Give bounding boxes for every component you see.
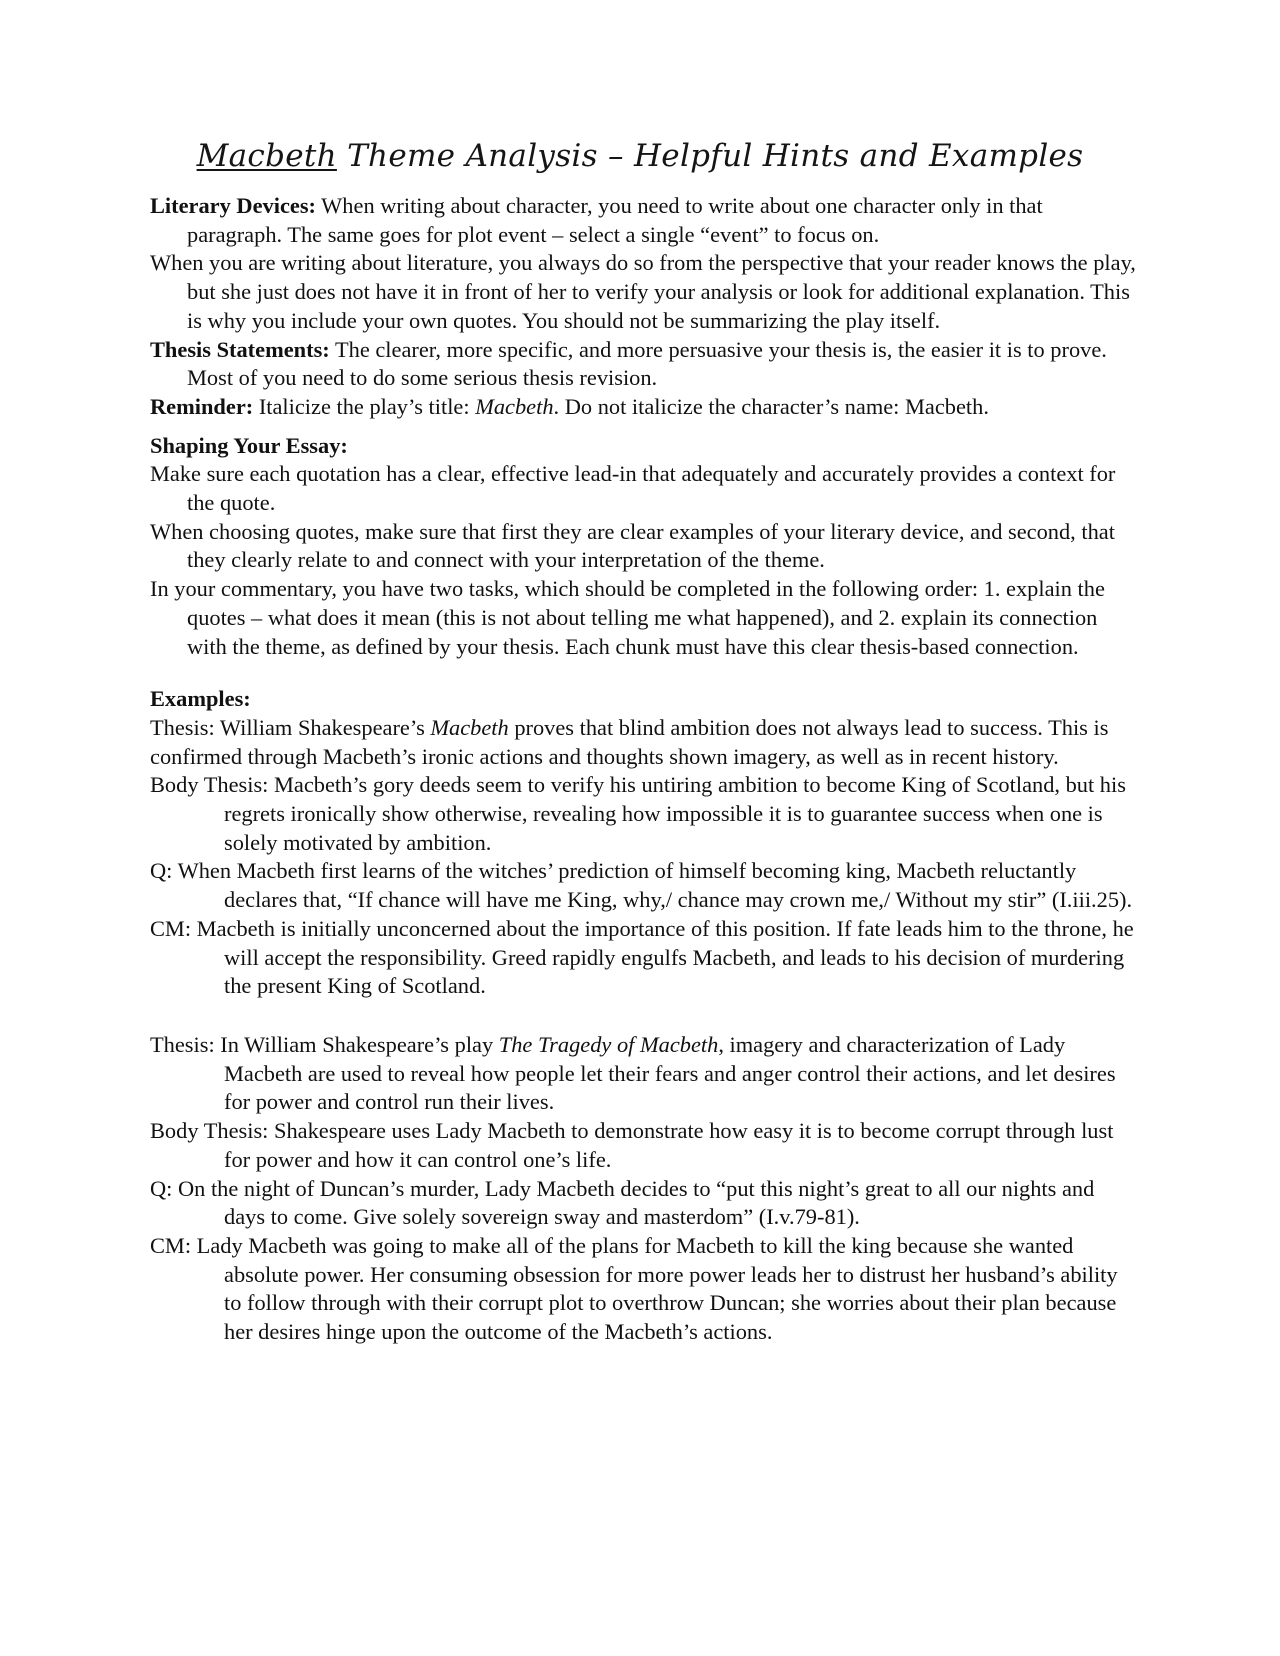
literary-devices-text: When writing about character, you need to write about one character only in that paragraph. The same goes for plot event – select a single “event” to focus on. bbox=[187, 193, 1043, 247]
example2-thesis-a: Thesis: In William Shakespeare’s play bbox=[150, 1031, 499, 1057]
thesis-statements-label: Thesis Statements: bbox=[150, 336, 330, 362]
page-title bbox=[0, 136, 1280, 176]
literature-paragraph: When you are writing about literature, you always do so from the perspective that your reader knows the play, but she just does not have it in front of her to verify your analysis or look for additional explanation. This is why you include your own quotes. You should not be summarizing the play itself. bbox=[150, 250, 1136, 333]
shaping-item-1: Make sure each quotation has a clear, effective lead-in that adequately and accurately provides a context for the quote. bbox=[150, 461, 1116, 516]
example1-quote: Q: When Macbeth first learns of the witches’ prediction of himself becoming king, Macbeth reluctantly declares that, “If chance will have me King, why,/ chance may crown me,/ Without my stir” (I.iii.25). bbox=[150, 858, 1133, 913]
literary-devices-paragraph bbox=[150, 192, 1140, 249]
thesis-statements-text: The clearer, more specific, and more persuasive your thesis is, the easier it is to prove. Most of you need to do some serious thesis revision. bbox=[187, 336, 1107, 391]
reminder-play-title: Macbeth bbox=[475, 393, 554, 419]
example2-quote: Q: On the night of Duncan’s murder, Lady Macbeth decides to “put this night’s great to all our nights and days to come. Give solely sovereign sway and masterdom” (I.v.79-81). bbox=[150, 1175, 1095, 1230]
example1-thesis bbox=[150, 714, 1140, 771]
example2-thesis-title: The Tragedy of Macbeth bbox=[498, 1031, 719, 1057]
reminder-paragraph bbox=[150, 393, 1140, 422]
document-body bbox=[150, 192, 1140, 1347]
shaping-item-3: In your commentary, you have two tasks, which should be completed in the following order: 1. explain the quotes – what does it mean (this is not about telling me what happened), and 2. explain its connection with the theme, as defined by your thesis. Each chunk must have this clear thesis-based connection. bbox=[150, 576, 1105, 659]
example1-commentary: CM: Macbeth is initially unconcerned about the importance of this position. If fate leads him to the throne, he will accept the responsibility. Greed rapidly engulfs Macbeth, and leads to his decision of murdering the present King of Scotland. bbox=[150, 915, 1134, 999]
example2-commentary: CM: Lady Macbeth was going to make all of the plans for Macbeth to kill the king because she wanted absolute power. Her consuming obsession for more power leads her to distrust her husband’s ability to follow through with their corrupt plot to overthrow Duncan; she worries about their plan because her desires hinge upon the outcome of the Macbeth’s actions. bbox=[150, 1232, 1118, 1345]
literary-devices-label: Literary Devices: bbox=[150, 193, 316, 218]
reminder-text-1: Italicize the play’s title: bbox=[253, 393, 476, 419]
reminder-label: Reminder: bbox=[150, 393, 254, 419]
shaping-heading: Shaping Your Essay: bbox=[150, 432, 348, 458]
example2-body-thesis: Body Thesis: Shakespeare uses Lady Macbeth to demonstrate how easy it is to become corrupt through lust for power and how it can control one’s life. bbox=[150, 1118, 1114, 1172]
example1-thesis-b: proves that blind ambition does not always lead to success. This is confirmed through Macbeth’s ironic actions and thoughts shown imagery, as well as in recent history. bbox=[150, 714, 1109, 769]
example1-thesis-a: Thesis: William Shakespeare’s bbox=[150, 714, 431, 740]
title-underlined: Macbeth bbox=[196, 138, 337, 174]
example1-body-thesis: Body Thesis: Macbeth’s gory deeds seem to verify his untiring ambition to become King of Scotland, but his regrets ironically show otherwise, revealing how impossible it is to guarantee success when one is solely motivated by ambition. bbox=[150, 772, 1126, 855]
example2-thesis-b: , imagery and characterization of Lady Macbeth are used to reveal how people let their fears and anger control their actions, and let desires for power and control run their lives. bbox=[224, 1031, 1116, 1115]
examples-heading: Examples: bbox=[150, 686, 251, 712]
example1-thesis-title: Macbeth bbox=[430, 714, 509, 740]
reminder-text-2: . Do not italicize the character’s name: Macbeth. bbox=[553, 393, 989, 419]
example2-thesis bbox=[150, 1031, 1140, 1117]
title-rest: Theme Analysis – Helpful Hints and Examples bbox=[336, 138, 1084, 174]
thesis-statements-paragraph bbox=[150, 336, 1140, 393]
shaping-item-2: When choosing quotes, make sure that first they are clear examples of your literary device, and second, that they clearly relate to and connect with your interpretation of the theme. bbox=[150, 518, 1115, 573]
